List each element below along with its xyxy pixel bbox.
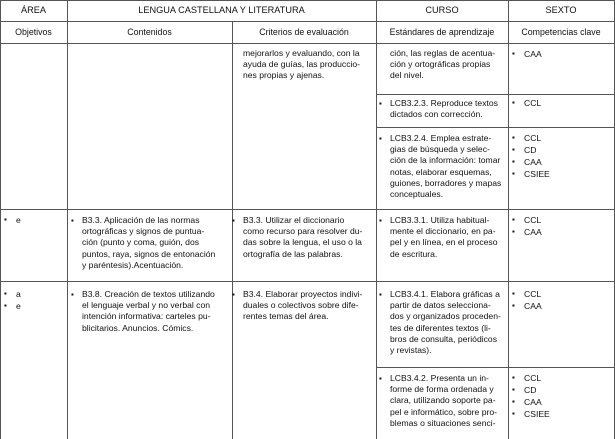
contenido-item: ▪ B3.8. Creación de textos utilizando el lenguaje verbal y no verbal con intención informativa: carteles pu- blicitarios. Anuncios. Cómics.	[71, 289, 215, 333]
competencias-list	[512, 288, 542, 312]
standard-item: ▪ LCB3.4.1. Elabora gráficas a partir de datos selecciona- dos y organizados proceden- tes de diferentes textos (li- bros de consulta, periódicos y revistas).	[379, 289, 501, 356]
list-item: ▪ CCL	[512, 289, 542, 299]
criterio-text: B3.3. Utilizar el diccionario como recurso para resolver du- das sobre la lengua, el uso o la ortografía de las palabras.	[243, 215, 363, 259]
col-estandares: Estándares de aprendizaje	[389, 27, 495, 37]
col-line	[376, 0, 377, 439]
col-line	[67, 0, 68, 439]
standard-text: LCB3.4.1. Elabora gráficas a partir de datos selecciona- dos y organizados proceden- tes de diferentes textos (li- bros de consulta, periódicos y revistas).	[390, 289, 501, 356]
standard-text: LCB3.3.1. Utiliza habitual- mente el diccionario, en pa- pel y en línea, en el proceso de escritura.	[390, 215, 498, 259]
col-line	[0, 0, 1, 439]
standard-item: ▪ LCB3.2.3. Reproduce textos dictados con corrección.	[379, 98, 498, 120]
row-line	[376, 367, 615, 368]
col-criterios: Criterios de evaluación	[259, 27, 349, 37]
header-level: SEXTO	[545, 5, 577, 15]
objetivos-list	[4, 214, 21, 226]
row-line	[0, 21, 615, 22]
list-item: ▪ CD	[512, 385, 537, 395]
contenido-item: ▪ B3.3. Aplicación de las normas ortográficas y signos de puntua- ción (punto y coma, guión, dos puntos, raya, signos de entonación y paréntesis).Acentuación.	[71, 215, 216, 270]
list-item: ▪ CAA	[512, 227, 542, 237]
criterio-item: ▪ B3.3. Utilizar el diccionario como recurso para resolver du- das sobre la lengua, el uso o la ortografía de las palabras.	[232, 215, 363, 259]
standard-item: ▪ LCB3.4.2. Presenta un in- forme de forma ordenada y clara, utilizando soporte pa- pel e informático, sobre pro- blemas o situaciones senci-	[379, 373, 497, 428]
competencias-list	[512, 48, 542, 60]
contenido-text: B3.3. Aplicación de las normas ortográficas y signos de puntua- ción (punto y coma, guión, dos puntos, raya, signos de entonación y paréntesis).Acentuación.	[82, 215, 216, 270]
col-line	[508, 0, 509, 439]
standard-text: LCB3.2.4. Emplea estrate- gias de búsqueda y selec- ción de la información: tomar notas, elaborar esquemas, guiones, borradores y mapas conceptuales.	[390, 133, 502, 200]
list-item: ▪ CCL	[512, 133, 542, 143]
header-area: ÁREA	[20, 5, 47, 15]
list-item: ▪ a	[4, 289, 21, 299]
competencias-list	[512, 132, 550, 180]
criterio-text: mejorarlos y evaluando, con la ayuda de guías, las produccio- nes propias y ajenas.	[243, 48, 361, 81]
row-line	[0, 43, 615, 44]
standard-text: LCB3.2.3. Reproduce textos dictados con corrección.	[390, 98, 498, 120]
list-item: ▪ CD	[512, 145, 537, 155]
list-item: ▪ e	[4, 215, 21, 225]
standard-text: ción, las reglas de acentua- ción y ortográficas propias del nivel.	[390, 48, 496, 81]
col-contenidos: Contenidos	[127, 27, 172, 37]
row-line	[376, 94, 615, 95]
table-border-top	[0, 0, 615, 1]
competencias-list	[512, 97, 541, 109]
objetivos-list	[4, 288, 21, 312]
header-subject: LENGUA CASTELLANA Y LITERATURA	[138, 5, 305, 15]
col-objetivos: Objetivos	[15, 27, 52, 37]
competencias-list	[512, 214, 542, 238]
standard-item: ▪ LCB3.3.1. Utiliza habitual- mente el diccionario, en pa- pel y en línea, en el proceso de escritura.	[379, 215, 498, 259]
header-curso: CURSO	[425, 5, 459, 15]
row-line	[0, 209, 615, 210]
list-item: ▪ CCL	[512, 98, 542, 108]
list-item: ▪ CSIEE	[512, 169, 550, 179]
list-item: ▪ CAA	[512, 157, 542, 167]
list-item: ▪ CAA	[512, 397, 542, 407]
col-competencias: Competencias clave	[521, 27, 601, 37]
row-line	[376, 127, 615, 128]
col-line	[232, 21, 233, 439]
list-item: ▪ e	[4, 301, 21, 311]
standard-text: LCB3.4.2. Presenta un in- forme de forma ordenada y clara, utilizando soporte pa- pel e informático, sobre pro- blemas o situaciones senci-	[390, 373, 497, 428]
competencias-list	[512, 372, 550, 420]
list-item: ▪ CAA	[512, 49, 542, 59]
standard-item: ▪ LCB3.2.4. Emplea estrate- gias de búsqueda y selec- ción de la información: tomar notas, elaborar esquemas, guiones, borradores y mapas conceptuales.	[379, 133, 502, 200]
criterio-text: B3.4. Elaborar proyectos indivi- duales o colectivos sobre dife- rentes temas del área.	[243, 289, 363, 322]
list-item: ▪ CCL	[512, 215, 542, 225]
list-item: ▪ CAA	[512, 301, 542, 311]
contenido-text: B3.8. Creación de textos utilizando el lenguaje verbal y no verbal con intención informativa: carteles pu- blicitarios. Anuncios. Cómics.	[82, 289, 215, 333]
list-item: ▪ CSIEE	[512, 409, 550, 419]
list-item: ▪ CCL	[512, 373, 542, 383]
criterio-item: ▪ B3.4. Elaborar proyectos indivi- duales o colectivos sobre dife- rentes temas del área.	[232, 289, 363, 322]
row-line	[0, 281, 615, 282]
